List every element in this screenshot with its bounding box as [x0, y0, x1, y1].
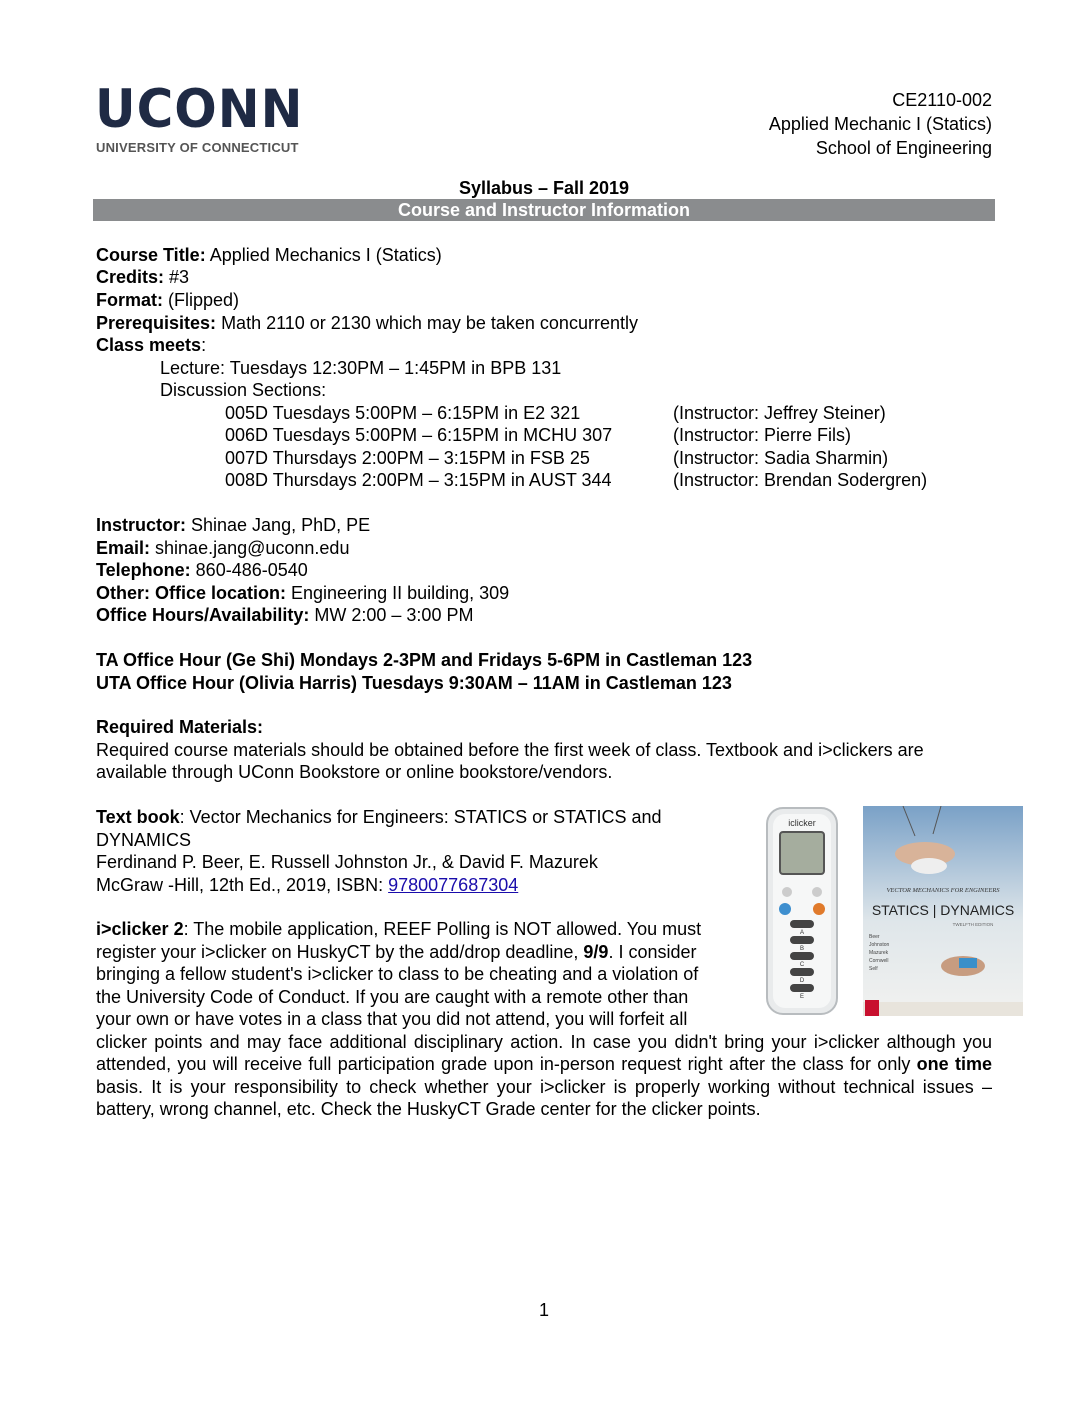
prereq-line — [96, 312, 638, 334]
section-instructor: (Instructor: Pierre Fils) — [673, 425, 852, 445]
clicker-text: clicker points and may face additional disciplinary action. In case you didn't bring your i>clicker although you attended, you will receive full participation grade upon in-person request right after the class for only — [96, 1032, 992, 1075]
required-materials-text: Required course materials should be obtained before the first week of class. Textbook and i>clickers are available through UConn Bookstore or online bookstore/vendors. — [96, 740, 924, 783]
page-number: 1 — [538, 1300, 549, 1320]
email-value: shinae.jang@uconn.edu — [150, 538, 350, 558]
cover-author: Johnston — [869, 942, 890, 948]
section-time: 008D Thursdays 2:00PM – 3:15PM in AUST 344 — [225, 470, 612, 490]
class-meets-line — [96, 334, 206, 356]
clicker-line-5: your own or have votes in a class that you did not attend, you will forfeit all — [96, 1009, 688, 1029]
cover-subtitle: STATICS | DYNAMICS — [871, 902, 1015, 918]
email-label: Email: — [96, 538, 151, 558]
clicker-label: i>clicker 2 — [96, 919, 184, 939]
textbook-line-2: DYNAMICS — [96, 830, 192, 850]
clicker-one-time: one time — [916, 1054, 992, 1075]
clicker-line-2 — [96, 941, 697, 963]
section-time: 007D Thursdays 2:00PM – 3:15PM in FSB 25 — [225, 448, 590, 468]
uconn-logo: UCONN — [95, 78, 304, 140]
ta-office-hour: TA Office Hour (Ge Shi) Mondays 2-3PM and Fridays 5-6PM in Castleman 123 — [96, 650, 753, 670]
course-title-label: Course Title: — [96, 245, 206, 265]
clicker-text: basis. It is your responsibility to check whether your i>clicker is properly working without technical issues – battery, wrong channel, etc. Check the HuskyCT Grade center for the clicker points. — [96, 1076, 992, 1120]
button-label: D — [799, 978, 805, 984]
textbook-title: : Vector Mechanics for Engineers: STATICS or STATICS and — [179, 807, 662, 827]
clicker-line-3: bringing a fellow student's i>clicker to class to be cheating and a violation of — [96, 964, 699, 984]
format-value: (Flipped) — [163, 290, 240, 310]
syllabus-title: Syllabus – Fall 2019 — [458, 178, 630, 198]
telephone-label: Telephone: — [96, 560, 191, 580]
isbn-link[interactable]: 9780077687304 — [388, 875, 519, 895]
textbook-publisher-line — [96, 874, 518, 896]
prereq-value: Math 2110 or 2130 which may be taken concurrently — [216, 313, 638, 333]
uta-office-hour: UTA Office Hour (Olivia Harris) Tuesdays 9:30AM – 11AM in Castleman 123 — [96, 673, 732, 693]
instructor-line — [96, 514, 370, 536]
textbook-label: Text book — [96, 807, 180, 827]
format-label: Format: — [96, 290, 163, 310]
telephone-value: 860-486-0540 — [190, 560, 308, 580]
cover-edition: TWELFTH EDITION — [952, 922, 994, 927]
discussion-label: Discussion Sections: — [160, 380, 327, 400]
textbook-cover-image — [863, 806, 1023, 1016]
course-code: CE2110-002 — [892, 90, 992, 110]
course-name: Applied Mechanic I (Statics) — [768, 114, 992, 134]
credits-value: #3 — [164, 267, 190, 287]
course-title-value: Applied Mechanics I (Statics) — [205, 245, 442, 265]
credits-line — [96, 266, 189, 288]
class-meets-label: Class meets — [96, 335, 202, 355]
required-materials-heading: Required Materials: — [96, 717, 264, 737]
cover-author: Cornwell — [869, 958, 889, 964]
cover-author: Beer — [869, 934, 880, 940]
section-bar: Course and Instructor Information — [93, 199, 995, 221]
uconn-logo-subtitle: UNIVERSITY OF CONNECTICUT — [96, 140, 299, 155]
clicker-text: register your i>clicker on HuskyCT by the add/drop deadline, — [96, 942, 584, 962]
button-label: B — [799, 946, 805, 952]
office-location-line — [96, 582, 509, 604]
iclicker-remote-image — [757, 806, 847, 1016]
cover-author: Mazurek — [869, 950, 889, 956]
clicker-text: : The mobile application, REEF Polling is NOT allowed. You must — [183, 919, 702, 939]
office-hours-line — [96, 604, 473, 626]
instructor-name: Shinae Jang, PhD, PE — [186, 515, 371, 535]
clicker-line-4: the University Code of Conduct. If you are caught with a remote other than — [96, 987, 689, 1007]
section-time: 006D Tuesdays 5:00PM – 6:15PM in MCHU 307 — [225, 425, 613, 445]
prereq-label: Prerequisites: — [96, 313, 217, 333]
clicker-policy-paragraph — [96, 1031, 992, 1121]
office-hours-value: MW 2:00 – 3:00 PM — [309, 605, 474, 625]
clicker-line-1 — [96, 918, 701, 940]
textbook-line-1 — [96, 806, 662, 828]
telephone-line — [96, 559, 308, 581]
clicker-deadline: 9/9 — [583, 942, 609, 962]
course-header — [769, 88, 992, 160]
lecture-line: Lecture: Tuesdays 12:30PM – 1:45PM in BPB 131 — [160, 358, 562, 378]
email-line — [96, 537, 349, 559]
format-line — [96, 289, 239, 311]
textbook-authors: Ferdinand P. Beer, E. Russell Johnston Jr., & David F. Mazurek — [96, 852, 598, 872]
instructor-label: Instructor: — [96, 515, 186, 535]
button-label: A — [799, 930, 805, 936]
credits-label: Credits: — [96, 267, 165, 287]
course-title-line — [96, 244, 442, 266]
office-hours-label: Office Hours/Availability: — [96, 605, 310, 625]
section-instructor: (Instructor: Sadia Sharmin) — [673, 448, 889, 468]
office-location-value: Engineering II building, 309 — [286, 583, 510, 603]
section-instructor: (Instructor: Brendan Sodergren) — [673, 470, 928, 490]
section-time: 005D Tuesdays 5:00PM – 6:15PM in E2 321 — [225, 403, 581, 423]
school-name: School of Engineering — [815, 138, 992, 158]
iclicker-brand: iclicker — [788, 818, 816, 828]
clicker-text: . I consider — [608, 942, 697, 962]
textbook-publisher: McGraw -Hill, 12th Ed., 2019, ISBN: — [96, 875, 389, 895]
button-label: E — [799, 994, 805, 1000]
cover-author: Self — [869, 966, 878, 972]
office-location-label: Other: Office location: — [96, 583, 287, 603]
cover-title: VECTOR MECHANICS FOR ENGINEERS — [886, 887, 1000, 894]
class-meets-colon: : — [201, 335, 207, 355]
button-label: C — [799, 962, 805, 968]
section-instructor: (Instructor: Jeffrey Steiner) — [673, 403, 886, 423]
